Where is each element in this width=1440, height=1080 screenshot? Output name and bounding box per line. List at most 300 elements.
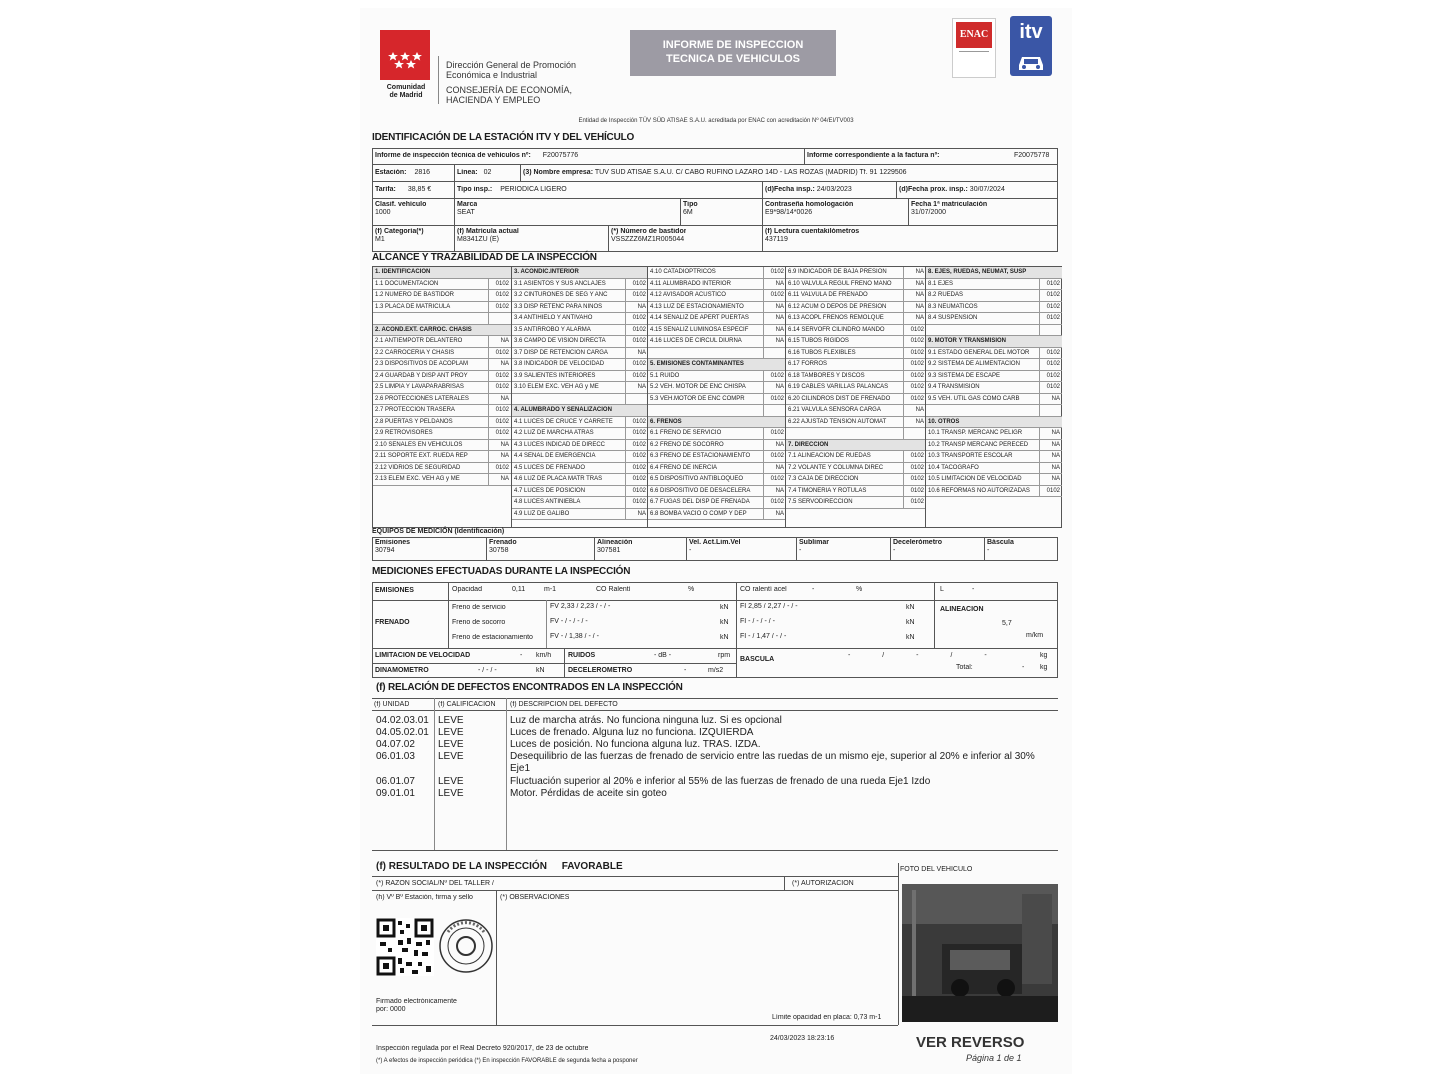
scope-item-label: 6.12 ACUM O DEPOS DE PRESION	[788, 303, 887, 310]
scope-item	[786, 279, 926, 291]
scope-item-label: 2.2 CARROCERIA Y CHASIS	[375, 349, 455, 356]
scope-item-result: 0102	[1046, 315, 1060, 321]
scope-item-result: NA	[1051, 395, 1060, 402]
scope-item-result: NA	[915, 292, 924, 298]
scope-item-result: NA	[775, 464, 784, 471]
scope-group-label: 5. EMISIONES CONTAMINANTES	[650, 361, 744, 367]
next-inspection-field: (d)Fecha prox. insp.: 30/07/2024	[899, 186, 1005, 193]
scope-item-result: 0102	[770, 292, 784, 298]
homologation-field: Contraseña homologación E9*98/14*0026	[765, 201, 854, 216]
co-acel-value: -	[812, 586, 815, 593]
scope-item-label: 4.7 LUCES DE POSICION	[514, 487, 586, 494]
scope-item-result: NA	[915, 315, 924, 321]
scope-item	[373, 451, 511, 463]
scope-item-result: NA	[915, 269, 924, 275]
scope-item	[786, 428, 926, 440]
scope-item	[926, 394, 1062, 406]
scope-item-label: 3.8 INDICADOR DE VELOCIDAD	[514, 361, 605, 367]
scope-item-result: 0102	[910, 349, 924, 356]
alignment-unit: m/km	[1026, 632, 1044, 639]
scope-item-result: 0102	[632, 361, 646, 367]
scope-item	[373, 382, 511, 394]
equipment-value: -	[689, 547, 692, 554]
scope-item-result: 0102	[910, 326, 924, 333]
scope-item	[373, 313, 511, 325]
scope-item-label: 1.1 DOCUMENTACION	[375, 280, 439, 287]
scope-group-header	[926, 417, 1062, 429]
authorization-label: (*) AUTORIZACIÓN	[792, 880, 854, 887]
scope-item-result: NA	[637, 384, 646, 390]
decel-unit: m/s2	[708, 667, 724, 674]
defect-grade: LEVE	[438, 751, 464, 762]
scope-group-header	[648, 359, 786, 371]
alignment-label: ALINEACIÓN	[940, 606, 984, 613]
first-registration-field: Fecha 1ª matriculación 31/07/2000	[911, 201, 988, 216]
scope-item-label: 6.21 VALVULA SENSORA CARGA	[788, 407, 881, 413]
scope-group-header	[926, 267, 1062, 279]
scope-item-result: NA	[637, 510, 646, 517]
scope-item-label: 6.9 INDICADOR DE BAJA PRESION	[788, 269, 887, 275]
scope-group-header	[648, 417, 786, 429]
defect-code: 04.02.03.01	[376, 715, 429, 726]
defect-description: Fluctuación superior al 20% e inferior al 55% de las fuerzas de frenado de una rueda Eje1 Izdo	[510, 776, 931, 787]
scope-item-result: 0102	[910, 476, 924, 482]
result-line	[376, 861, 623, 872]
scope-group-header	[786, 440, 926, 452]
defect-code: 04.07.02	[376, 739, 415, 750]
scope-item-result: 0102	[910, 361, 924, 367]
vehicle-class-field: Clasif. vehículo 1000	[375, 201, 427, 216]
scope-item	[373, 371, 511, 383]
equipment-label: Decelerómetro	[893, 539, 943, 546]
scope-item-label: 5.2 VEH. MOTOR DE ENC CHISPA	[650, 384, 746, 390]
scope-item-label: 2.13 ELEM EXC. VEH AG y ME	[375, 476, 460, 482]
scope-item	[512, 348, 648, 360]
scope-item	[373, 474, 511, 486]
equipment-value: -	[987, 547, 990, 554]
scope-item	[786, 325, 926, 337]
scope-item	[926, 348, 1062, 360]
scope-item	[648, 440, 786, 452]
equipment-value: 307581	[597, 547, 621, 554]
scope-item	[786, 382, 926, 394]
car-icon	[1010, 45, 1052, 73]
scope-item	[786, 486, 926, 498]
scope-item-label: 3.10 ELEM EXC. VEH AG y ME	[514, 384, 599, 390]
scope-item	[648, 371, 786, 383]
scope-item	[512, 497, 648, 509]
scope-item	[373, 336, 511, 348]
fee-field: Tarifa: 38,85 €	[375, 186, 432, 193]
scope-item	[512, 440, 648, 452]
observations-label: (*) OBSERVACIONES	[500, 894, 570, 901]
scope-item-result: NA	[775, 326, 784, 333]
scope-item-result: 0102	[910, 338, 924, 344]
scope-item-result: NA	[915, 303, 924, 310]
scope-item	[786, 371, 926, 383]
scope-item	[926, 371, 1062, 383]
scope-item-label: 3.9 SALIENTES INTERIORES	[514, 372, 596, 379]
scope-group-label: 3. ACONDIC.INTERIOR	[514, 269, 579, 275]
equipment-title: EQUIPOS DE MEDICIÓN (Identificación)	[372, 528, 505, 535]
enac-text: ENAC	[956, 22, 992, 48]
scope-item-label: 7.3 CAJA DE DIRECCION	[788, 476, 859, 482]
enac-logo	[952, 18, 996, 78]
scope-item-label: 8.4 SUSPENSION	[928, 315, 978, 321]
scope-item-label: 4.9 LUZ DE GALIBO	[514, 510, 570, 517]
equipment-item	[893, 539, 981, 555]
total-label: Total:	[956, 664, 973, 671]
scope-item	[512, 486, 648, 498]
parking-brake-front: FV - / 1,38 / - / -	[550, 633, 600, 640]
scope-item	[512, 451, 648, 463]
scope-item-label: 6.17 FORROS	[788, 361, 828, 367]
kn-unit-6: kN	[906, 634, 915, 641]
scope-item-label: 8.3 NEUMATICOS	[928, 303, 978, 310]
scope-item	[648, 405, 786, 417]
scope-item	[648, 279, 786, 291]
station-field: Estación: 2816	[375, 169, 431, 176]
dg-line2: Económica e Industrial	[446, 70, 538, 80]
scope-item-label: 2.10 SEÑALES EN VEHICULOS	[375, 441, 463, 448]
scope-item-result: 0102	[632, 280, 646, 287]
scope-item	[926, 451, 1062, 463]
scope-item	[648, 474, 786, 486]
equipment-label: Alineación	[597, 539, 633, 546]
scope-item-result: NA	[775, 384, 784, 390]
cons-line2: HACIENDA Y EMPLEO	[446, 95, 541, 105]
scope-item-result: 0102	[770, 372, 784, 379]
scope-group-label: 8. EJES, RUEDAS, NEUMAT, SUSP	[928, 269, 1027, 275]
scope-item	[648, 325, 786, 337]
scope-item-result: 0102	[910, 384, 924, 390]
scope-item	[373, 428, 511, 440]
scope-item	[786, 497, 926, 509]
scope-item-result: NA	[637, 303, 646, 310]
equipment-item	[987, 539, 1055, 555]
scope-item-result: 0102	[770, 395, 784, 402]
kn-unit-4: kN	[906, 604, 915, 611]
scope-item	[648, 267, 786, 279]
service-brake-label: Freno de servicio	[452, 604, 506, 611]
scope-item-result: 0102	[910, 464, 924, 471]
scope-item-result: NA	[775, 510, 784, 517]
result-label: (f) RESULTADO DE LA INSPECCIÓN	[376, 861, 547, 872]
scope-item-label: 6.16 TUBOS FLEXIBLES	[788, 349, 856, 356]
scope-item-label: 8.2 RUEDAS	[928, 292, 964, 298]
opacity-label: Opacidad	[452, 586, 482, 593]
scope-item-result: 0102	[495, 372, 509, 379]
defect-code: 04.05.02.01	[376, 727, 429, 738]
scope-item-label: 4.14 SEÑALIZ DE APERT PUERTAS	[650, 315, 749, 321]
scope-item-result: 0102	[1046, 292, 1060, 298]
scope-item-result: 0102	[495, 303, 509, 310]
defects-col-grade: (f) CALIFICACIÓN	[438, 701, 496, 708]
inspection-type-field: Tipo insp.: PERIODICA LIGERO	[457, 186, 567, 193]
workshop-label: (*) RAZÓN SOCIAL/Nº DEL TALLER /	[376, 880, 494, 887]
scope-item-label: 2.11 SOPORTE EXT. RUEDA REP	[375, 453, 468, 459]
scope-group-header	[373, 267, 511, 279]
scope-item	[926, 382, 1062, 394]
scope-item	[926, 359, 1062, 371]
equipment-value: 30794	[375, 547, 395, 554]
print-timestamp: 24/03/2023 18:23:16	[770, 1035, 835, 1042]
scope-item-label: 2.5 LIMPIA Y LAVAPARABRISAS	[375, 384, 464, 390]
total-value: -	[1022, 664, 1025, 671]
scope-item-result: NA	[775, 487, 784, 494]
qr-code-icon	[376, 918, 434, 976]
scope-item-result: 0102	[1046, 280, 1060, 287]
scope-item	[512, 394, 648, 406]
kn-unit-3: kN	[720, 634, 729, 641]
scope-item-label: 2.6 PROTECCIONES LATERALES	[375, 395, 469, 402]
scope-item-result: NA	[915, 418, 924, 425]
equipment-item	[689, 539, 793, 555]
cm-name-line1: Comunidad	[386, 84, 426, 91]
scope-item-label: 9.5 VEH. UTIL GAS COMO CARB	[928, 395, 1020, 402]
scope-item-label: 8.1 EJES	[928, 280, 954, 287]
odometer-field: (f) Lectura cuentakilómetros 437119	[765, 228, 860, 243]
equipment-value: -	[799, 547, 802, 554]
scope-item	[926, 325, 1062, 337]
scope-item-label: 10.5 LIMITACION DE VELOCIDAD	[928, 476, 1022, 482]
category-field: (f) Categoría(*) M1	[375, 228, 424, 243]
cm-name-line2: de Madrid	[389, 92, 423, 99]
scope-item	[512, 290, 648, 302]
scope-item	[512, 428, 648, 440]
co-unit: %	[688, 586, 695, 593]
scope-group-header	[373, 325, 511, 337]
scope-item-label: 6.18 TAMBORES Y DISCOS	[788, 372, 865, 379]
scope-group-label: 4. ALUMBRADO Y SEÑALIZACIÓN	[514, 407, 612, 413]
scope-item-label: 7.2 VOLANTE Y COLUMNA DIREC	[788, 464, 884, 471]
scope-item-label: 10.3 TRANSPORTE ESCOLAR	[928, 453, 1013, 459]
decel-value: -	[684, 667, 687, 674]
scope-item-result: NA	[1051, 476, 1060, 482]
defects-col-unit: (f) UNIDAD	[374, 701, 410, 708]
scope-item-label: 6.4 FRENO DE INERCIA	[650, 464, 718, 471]
invoice-number: F20075778	[1014, 152, 1050, 159]
scope-item-result: 0102	[495, 418, 509, 425]
scope-item-label: 6.22 AJUSTAD TENSION AUTOMAT	[788, 418, 887, 425]
scope-item-label: 2.1 ANTIEMPOTR DELANTERO	[375, 338, 463, 344]
scope-item-result: NA	[500, 361, 509, 367]
defect-description: Desequilibrio de las fuerzas de frenado de servicio entre las ruedas de un mismo eje, superior al 20% e inferior al 30% Eje1	[510, 751, 1035, 774]
scope-item-result: 0102	[632, 315, 646, 321]
plate-field: (f) Matrícula actual M8341ZU (E)	[457, 228, 519, 243]
scope-item-result: NA	[775, 303, 784, 310]
scope-item	[786, 405, 926, 417]
scope-item	[648, 451, 786, 463]
scope-item-result: 0102	[632, 292, 646, 298]
alignment-value: 5,7	[1002, 620, 1012, 627]
scope-item-label: 6.19 CABLES VARILLAS PALANCAS	[788, 384, 889, 390]
scope-item-result: 0102	[910, 499, 924, 505]
scope-item-result: 0102	[910, 487, 924, 494]
scope-item-result: NA	[500, 453, 509, 459]
scope-item	[786, 336, 926, 348]
opacity-value: 0,11	[512, 586, 526, 593]
scope-item	[648, 382, 786, 394]
scope-item	[786, 290, 926, 302]
scope-group-label: 10. OTROS	[928, 418, 960, 425]
equipment-label: Emisiones	[375, 539, 411, 546]
scope-item-result: NA	[775, 280, 784, 287]
signature-label: (h) Vº Bº Estación, firma y sello	[376, 894, 473, 901]
scope-item-result: 0102	[770, 430, 784, 436]
kn-unit-1: kN	[720, 604, 729, 611]
scope-item	[512, 336, 648, 348]
scope-item-result: 0102	[770, 476, 784, 482]
defect-code: 06.01.03	[376, 751, 415, 762]
scope-item-label: 7.4 TIMONERIA Y ROTULAS	[788, 487, 867, 494]
scope-item-label: 9.2 SISTEMA DE ALIMENTACION	[928, 361, 1020, 367]
equipment-label: Báscula	[987, 539, 1014, 546]
signed-electronically: Firmado electrónicamente por: 0000	[376, 998, 457, 1013]
report-number-field: Informe de inspección técnica de vehículos nº: F20075776	[375, 152, 579, 159]
scope-item-result: 0102	[495, 464, 509, 471]
scope-item	[926, 279, 1062, 291]
scope-item-label: 10.4 TACOGRAFO	[928, 464, 979, 471]
legal-line1: Inspección regulada por el Real Decreto 920/2017, de 23 de octubre	[376, 1045, 589, 1052]
scope-item	[512, 359, 648, 371]
scope-item	[373, 279, 511, 291]
scope-item-label: 4.16 LUCES DE CIRCUL DIURNA	[650, 338, 742, 344]
scope-item-result: 0102	[1046, 303, 1060, 310]
scope-item-result: 0102	[1046, 487, 1060, 494]
scope-item-label: 5.3 VEH.MOTOR DE ENC COMPR	[650, 395, 745, 402]
scope-item	[373, 405, 511, 417]
scope-item	[786, 313, 926, 325]
defect-grade: LEVE	[438, 727, 464, 738]
kn-unit-5: kN	[906, 619, 915, 626]
scope-item-label: 6.1 FRENO DE SERVICIO	[650, 430, 722, 436]
line-field: Línea: 02	[457, 169, 492, 176]
scope-item	[648, 486, 786, 498]
scope-item-result: 0102	[632, 464, 646, 471]
speed-limit-unit: km/h	[536, 652, 552, 659]
measurements-title: MEDICIONES EFECTUADAS DURANTE LA INSPECCIÓN	[372, 566, 631, 577]
scope-item-result: 0102	[910, 372, 924, 379]
scope-item-label: 6.5 DISPOSITIVO ANTIBLOQUEO	[650, 476, 744, 482]
stars-icon	[380, 30, 430, 80]
scope-item-label: 6.10 VALVULA REGUL FRENO MANO	[788, 280, 892, 287]
scope-item	[786, 474, 926, 486]
cm-name	[378, 84, 434, 100]
vin-field: (*) Número de bastidor VSSZZZ6MZ1R005044	[611, 228, 687, 243]
noise-value: - dB -	[654, 652, 672, 659]
scope-item-result: 0102	[770, 453, 784, 459]
scope-item-result: 0102	[1046, 361, 1060, 367]
scope-item-label: 4.12 AVISADOR ACUSTICO	[650, 292, 726, 298]
consejeria	[446, 85, 572, 105]
scope-item-label: 4.15 SEÑALIZ LUMINOSA ESPECIF	[650, 326, 749, 333]
scope-item-result: NA	[637, 349, 646, 356]
scope-item-result: 0102	[632, 430, 646, 436]
scope-item	[648, 509, 786, 521]
scope-item-result: 0102	[495, 292, 509, 298]
scope-item-result: 0102	[495, 349, 509, 356]
scope-item	[648, 463, 786, 475]
scope-item-result: 0102	[1046, 349, 1060, 356]
defect-grade: LEVE	[438, 788, 464, 799]
scope-item	[786, 463, 926, 475]
scope-item-result: NA	[1051, 453, 1060, 459]
scope-group-label: 7. DIRECCION	[788, 441, 829, 448]
scope-column	[647, 267, 786, 527]
scope-item-label: 10.2 TRANSP MERCANC PERECED	[928, 441, 1029, 448]
scope-item-label: 9.1 ESTADO GENERAL DEL MOTOR	[928, 349, 1030, 356]
scope-item-result: 0102	[632, 487, 646, 494]
inspection-report-page	[360, 8, 1072, 1074]
scope-item-label: 10.1 TRANSP. MERCANC PELIGR	[928, 430, 1023, 436]
scope-item-label: 6.13 ACOPL FRENOS REMOLQUE	[788, 315, 884, 321]
scope-item	[373, 463, 511, 475]
scale-unit: kg	[1040, 652, 1048, 659]
scope-item	[926, 463, 1062, 475]
scope-item-result: 0102	[632, 418, 646, 425]
defect-code: 09.01.01	[376, 788, 415, 799]
scope-item-label: 2.4 GUARDAB Y DISP ANT PROY	[375, 372, 468, 379]
scope-item	[926, 290, 1062, 302]
scope-item	[512, 382, 648, 394]
opacity-limit-text: Límite opacidad en placa: 0,73 m-1	[772, 1014, 882, 1021]
scope-item-result: 0102	[770, 499, 784, 505]
scope-item	[373, 394, 511, 406]
identification-title: IDENTIFICACIÓN DE LA ESTACIÓN ITV Y DEL VEHÍCULO	[372, 132, 635, 143]
lambda-label: L	[940, 586, 944, 593]
scope-group-label: 2. ACOND.EXT. CARROC. CHASIS	[375, 326, 472, 333]
defect-description: Luces de frenado. Alguna luz no funciona. IZQUIERDA	[510, 727, 754, 738]
scope-item-label: 1.3 PLACA DE MATRICULA	[375, 303, 451, 310]
scope-item-result: 0102	[1046, 384, 1060, 390]
station-seal-icon	[438, 918, 494, 974]
scope-item-label: 2.9 RETROVISORES	[375, 430, 433, 436]
itv-logo	[1010, 16, 1052, 76]
scope-item-result: NA	[915, 407, 924, 413]
scope-item-label: 4.4 SEÑAL DE EMERGENCIA	[514, 453, 596, 459]
defect-grade: LEVE	[438, 739, 464, 750]
scope-item	[512, 509, 648, 521]
scope-item	[926, 486, 1062, 498]
scope-item	[786, 394, 926, 406]
dyno-label: DINAMÓMETRO	[375, 667, 429, 674]
scope-item-label: 5.1 RUIDO	[650, 372, 680, 379]
lambda-value: -	[972, 586, 975, 593]
equipment-item	[489, 539, 591, 555]
defect-grade: LEVE	[438, 776, 464, 787]
scope-item-result: 0102	[495, 384, 509, 390]
scope-item-label: 3.2 CINTURONES DE SEG Y ANC	[514, 292, 608, 298]
opacity-unit: m-1	[544, 586, 557, 593]
result-value: FAVORABLE	[561, 861, 623, 872]
scope-item-label: 1.2 NUMERO DE BASTIDOR	[375, 292, 455, 298]
photo-label: FOTO DEL VEHÍCULO	[900, 866, 973, 873]
emergency-brake-front: FV - / - / - / -	[550, 618, 588, 625]
kn-unit-2: kN	[720, 619, 729, 626]
banner-line2: TECNICA DE VEHICULOS	[665, 53, 801, 65]
scope-item-label: 6.3 FRENO DE ESTACIONAMIENTO	[650, 453, 751, 459]
scope-item-label: 6.20 CILINDROS DIST DE FRENADO	[788, 395, 891, 402]
dyno-unit: kN	[536, 667, 545, 674]
scope-item	[512, 417, 648, 429]
scope-item	[648, 313, 786, 325]
scope-item-label: 6.15 TUBOS RIGIDOS	[788, 338, 849, 344]
equipment-item	[375, 539, 483, 555]
equipment-label: Vel. Act.Lim.Vel	[689, 539, 741, 546]
total-unit: kg	[1040, 664, 1048, 671]
scale-values: - / - / -	[848, 652, 987, 659]
